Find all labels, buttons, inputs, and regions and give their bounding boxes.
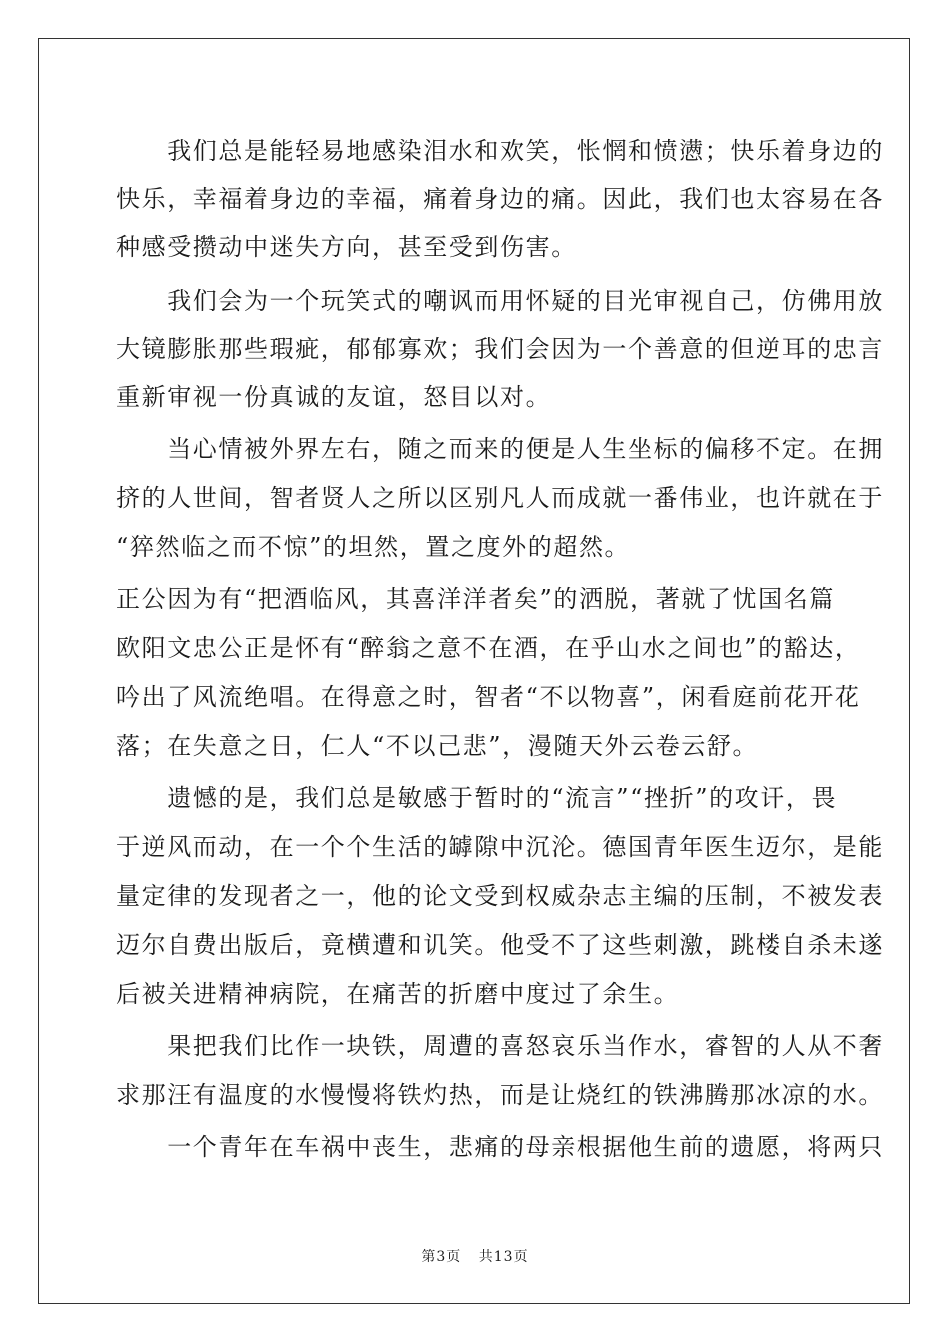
- page-number: 第3页: [421, 1249, 462, 1265]
- text-line: 迈尔自费出版后，竟横遭和讥笑。他受不了这些刺激，跳楼自杀未遂: [116, 931, 884, 959]
- text-line: 我们总是能轻易地感染泪水和欢笑，怅惘和愤懑；快乐着身边的: [116, 137, 884, 165]
- text-line: 我们会为一个玩笑式的嘲讽而用怀疑的目光审视自己，仿佛用放: [116, 287, 884, 315]
- text-line: 一个青年在车祸中丧生，悲痛的母亲根据他生前的遗愿，将两只: [116, 1133, 884, 1161]
- text-line: 求那汪有温度的水慢慢将铁灼热，而是让烧红的铁沸腾那冰凉的水。: [116, 1081, 884, 1109]
- text-line: 当心情被外界左右，随之而来的便是人生坐标的偏移不定。在拥: [116, 435, 884, 463]
- text-line: 欧阳文忠公正是怀有“醉翁之意不在酒，在乎山水之间也”的豁达，: [116, 634, 861, 662]
- text-line: “猝然临之而不惊”的坦然，置之度外的超然。: [116, 533, 631, 561]
- text-line: 后被关进精神病院，在痛苦的折磨中度过了余生。: [116, 980, 680, 1008]
- text-line: 种感受攒动中迷失方向，甚至受到伤害。: [116, 233, 577, 261]
- text-line: 重新审视一份真诚的友谊，怒目以对。: [116, 383, 552, 411]
- text-line: 正公因为有“把酒临风，其喜洋洋者矣”的洒脱，著就了忧国名篇: [116, 585, 835, 613]
- text-line: 于逆风而动，在一个个生活的罅隙中沉沦。德国青年医生迈尔，是能: [116, 833, 884, 861]
- text-line: 吟出了风流绝唱。在得意之时，智者“不以物喜”，闲看庭前花开花: [116, 683, 861, 711]
- text-line: 快乐，幸福着身边的幸福，痛着身边的痛。因此，我们也太容易在各: [116, 185, 884, 213]
- page-border: [38, 38, 910, 1304]
- text-line: 挤的人世间，智者贤人之所以区别凡人而成就一番伟业，也许就在于: [116, 484, 884, 512]
- text-line: 大镜膨胀那些瑕疵，郁郁寡欢；我们会因为一个善意的但逆耳的忠言: [116, 335, 884, 363]
- text-line: 果把我们比作一块铁，周遭的喜怒哀乐当作水，睿智的人从不奢: [116, 1032, 884, 1060]
- page-total: 共13页: [478, 1249, 529, 1265]
- text-line: 量定律的发现者之一，他的论文受到权威杂志主编的压制，不被发表: [116, 882, 884, 910]
- text-line: 遗憾的是，我们总是敏感于暂时的“流言”“挫折”的攻讦，畏: [116, 784, 838, 812]
- text-line: 落；在失意之日，仁人“不以己悲”，漫随天外云卷云舒。: [116, 732, 759, 760]
- page-footer: [0, 1248, 950, 1266]
